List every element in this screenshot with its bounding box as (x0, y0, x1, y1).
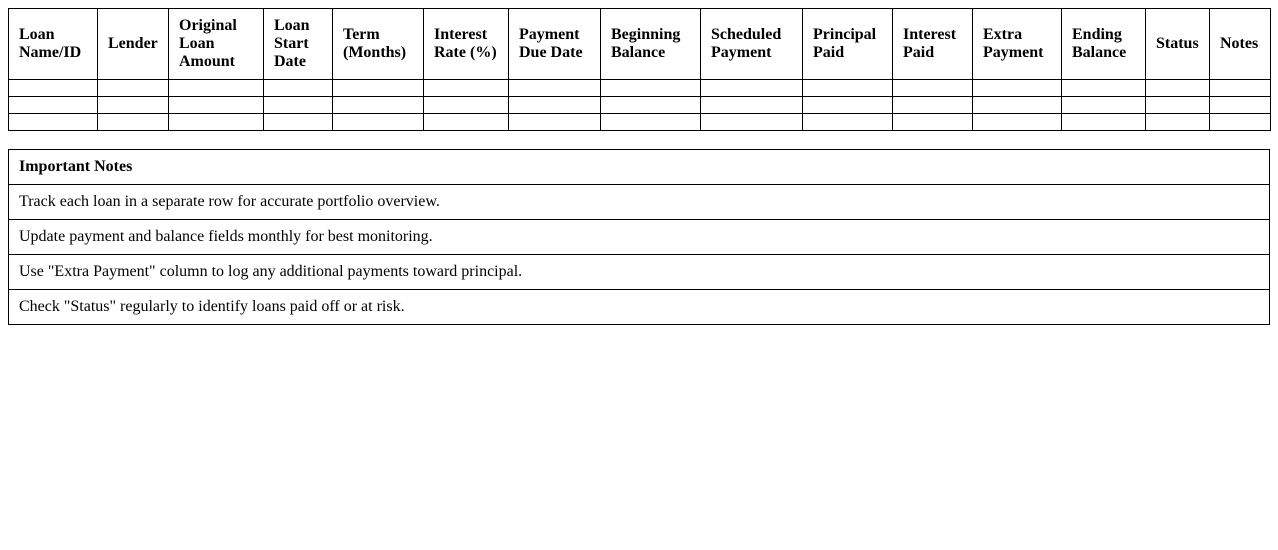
table-cell[interactable] (424, 80, 509, 97)
loan-tracker-table (8, 8, 1271, 131)
note-text: Check "Status" regularly to identify loans paid off or at risk. (9, 290, 1270, 325)
note-text: Update payment and balance fields monthly for best monitoring. (9, 220, 1270, 255)
table-cell[interactable] (1146, 114, 1210, 131)
table-cell[interactable] (893, 97, 973, 114)
note-text: Use "Extra Payment" column to log any additional payments toward principal. (9, 255, 1270, 290)
table-cell[interactable] (509, 80, 601, 97)
header-term-months: Term (Months) (333, 9, 424, 80)
table-cell[interactable] (424, 114, 509, 131)
table-cell[interactable] (601, 80, 701, 97)
table-cell[interactable] (509, 97, 601, 114)
table-cell[interactable] (1210, 97, 1271, 114)
table-cell[interactable] (333, 114, 424, 131)
table-cell[interactable] (333, 97, 424, 114)
notes-heading-row (9, 150, 1270, 185)
header-ending-balance: Ending Balance (1062, 9, 1146, 80)
list-item (9, 220, 1270, 255)
header-original-loan-amount: Original Loan Amount (169, 9, 264, 80)
table-cell[interactable] (9, 97, 98, 114)
header-interest-rate: Interest Rate (%) (424, 9, 509, 80)
table-cell[interactable] (9, 80, 98, 97)
table-cell[interactable] (264, 97, 333, 114)
header-loan-name-id: Loan Name/ID (9, 9, 98, 80)
table-cell[interactable] (98, 97, 169, 114)
note-text: Track each loan in a separate row for accurate portfolio overview. (9, 185, 1270, 220)
table-cell[interactable] (701, 114, 803, 131)
header-payment-due-date: Payment Due Date (509, 9, 601, 80)
table-cell[interactable] (973, 97, 1062, 114)
table-row (9, 114, 1271, 131)
header-lender: Lender (98, 9, 169, 80)
list-item (9, 290, 1270, 325)
header-row (9, 9, 1271, 80)
table-cell[interactable] (1062, 114, 1146, 131)
table-row (9, 80, 1271, 97)
header-extra-payment: Extra Payment (973, 9, 1062, 80)
table-cell[interactable] (701, 97, 803, 114)
table-cell[interactable] (1146, 80, 1210, 97)
header-principal-paid: Principal Paid (803, 9, 893, 80)
table-cell[interactable] (264, 114, 333, 131)
table-cell[interactable] (424, 97, 509, 114)
list-item (9, 185, 1270, 220)
table-cell[interactable] (98, 80, 169, 97)
table-cell[interactable] (893, 80, 973, 97)
table-cell[interactable] (98, 114, 169, 131)
table-cell[interactable] (9, 114, 98, 131)
important-notes-table (8, 149, 1270, 325)
table-cell[interactable] (973, 80, 1062, 97)
table-cell[interactable] (1062, 97, 1146, 114)
table-cell[interactable] (169, 80, 264, 97)
table-cell[interactable] (509, 114, 601, 131)
table-cell[interactable] (1210, 114, 1271, 131)
table-cell[interactable] (701, 80, 803, 97)
table-cell[interactable] (803, 80, 893, 97)
header-loan-start-date: Loan Start Date (264, 9, 333, 80)
table-cell[interactable] (1210, 80, 1271, 97)
table-cell[interactable] (803, 97, 893, 114)
table-cell[interactable] (264, 80, 333, 97)
header-status: Status (1146, 9, 1210, 80)
table-cell[interactable] (1062, 80, 1146, 97)
table-row (9, 97, 1271, 114)
table-cell[interactable] (333, 80, 424, 97)
table-cell[interactable] (169, 114, 264, 131)
table-cell[interactable] (601, 97, 701, 114)
table-cell[interactable] (893, 114, 973, 131)
table-cell[interactable] (1146, 97, 1210, 114)
header-scheduled-payment: Scheduled Payment (701, 9, 803, 80)
table-cell[interactable] (973, 114, 1062, 131)
list-item (9, 255, 1270, 290)
header-interest-paid: Interest Paid (893, 9, 973, 80)
notes-title: Important Notes (9, 150, 1270, 185)
table-cell[interactable] (803, 114, 893, 131)
table-cell[interactable] (169, 97, 264, 114)
header-beginning-balance: Beginning Balance (601, 9, 701, 80)
table-cell[interactable] (601, 114, 701, 131)
header-notes: Notes (1210, 9, 1271, 80)
